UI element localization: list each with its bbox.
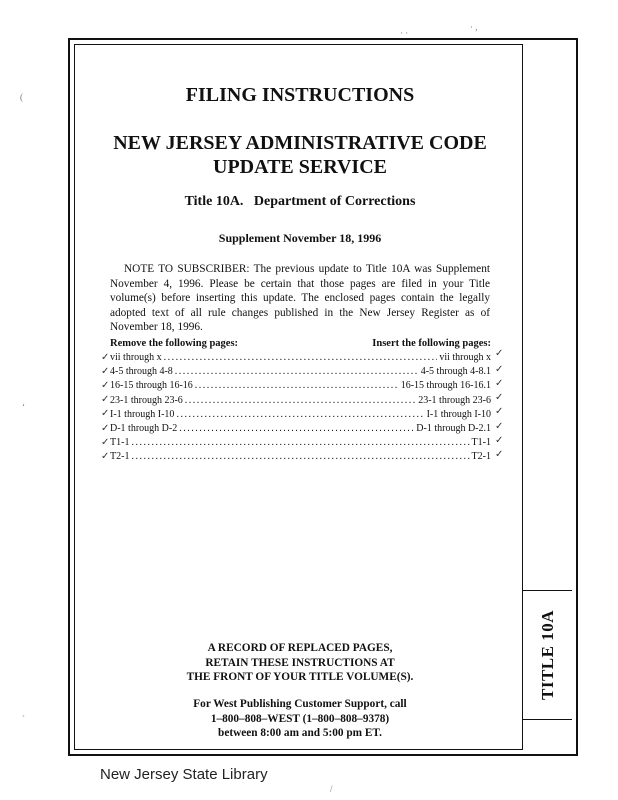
page-title: FILING INSTRUCTIONS — [185, 84, 415, 106]
table-row — [110, 352, 491, 366]
check-mark-icon: ✓ — [101, 380, 110, 391]
check-mark-icon: ✓ — [495, 421, 504, 432]
check-mark-icon: ✓ — [495, 378, 504, 389]
dot-leader — [175, 366, 419, 377]
remove-pages: I-1 through I-10 — [110, 408, 175, 420]
table-row — [110, 366, 491, 380]
table-row — [110, 395, 491, 409]
insert-pages: T1-1 — [471, 437, 491, 449]
title-tab — [523, 590, 572, 720]
insert-pages: T2-1 — [471, 451, 491, 463]
check-mark-icon: ✓ — [495, 348, 504, 359]
dot-leader — [164, 352, 438, 363]
scan-speck: ` — [22, 714, 25, 724]
check-mark-icon: ✓ — [495, 435, 504, 446]
record-line3: THE FRONT OF YOUR TITLE VOLUME(S). — [186, 671, 414, 683]
check-mark-icon: ✓ — [101, 408, 110, 419]
scan-speck: ‘ — [22, 402, 25, 412]
record-notice — [80, 641, 520, 685]
subscriber-note: NOTE TO SUBSCRIBER: The previous update to Title 10A was Supplement November 4, 1996. Please be certain that those pages are filed in your Title volume(s) before inserting this update. The enclosed pages contain the legally adopted text of all rule changes published in the New Jersey Register as of November 18, 1996. — [110, 263, 490, 333]
record-line2: RETAIN THESE INSTRUCTIONS AT — [205, 656, 395, 669]
scan-speck: · · — [400, 28, 409, 38]
table-row — [110, 437, 491, 451]
support-hours: between 8:00 am and 5:00 pm ET. — [218, 727, 382, 739]
scan-speck: ( — [20, 92, 23, 102]
code-heading-line2: UPDATE SERVICE — [213, 156, 387, 178]
check-mark-icon: ✓ — [495, 406, 504, 417]
library-stamp: New Jersey State Library — [100, 766, 268, 783]
insert-pages: 16-15 through 16-16.1 — [400, 380, 491, 392]
title-heading: Title 10A. Department of Corrections — [184, 194, 416, 209]
dot-leader — [131, 451, 469, 462]
support-notice — [80, 697, 520, 741]
record-line1: A RECORD OF REPLACED PAGES, — [207, 642, 393, 654]
dot-leader — [176, 409, 424, 420]
table-row — [110, 409, 491, 423]
table-row — [110, 380, 491, 394]
insert-pages: 23-1 through 23-6 — [418, 394, 491, 406]
dot-leader — [131, 437, 469, 448]
code-heading-line1: NEW JERSEY ADMINISTRATIVE CODE — [113, 132, 487, 154]
remove-pages: 4-5 through 4-8 — [110, 366, 173, 378]
dot-leader — [195, 380, 399, 391]
page-table — [110, 352, 491, 466]
insert-header: Insert the following pages: — [372, 338, 491, 349]
dot-leader — [179, 423, 414, 434]
remove-pages: vii through x — [110, 352, 162, 363]
check-mark-icon: ✓ — [495, 392, 504, 403]
insert-pages: D-1 through D-2.1 — [416, 422, 491, 434]
remove-pages: T1-1 — [110, 437, 130, 449]
check-mark-icon: ✓ — [101, 451, 110, 462]
support-phone: 1–800–808–WEST (1–800–808–9378) — [210, 712, 390, 725]
remove-header: Remove the following pages: — [110, 338, 239, 349]
remove-pages: 23-1 through 23-6 — [110, 394, 183, 406]
dot-leader — [185, 395, 416, 406]
code-heading — [80, 131, 520, 179]
remove-pages: T2-1 — [110, 451, 130, 463]
table-row — [110, 423, 491, 437]
remove-pages: D-1 through D-2 — [110, 422, 178, 434]
scan-speck: / — [330, 784, 333, 794]
check-mark-icon: ✓ — [495, 449, 504, 460]
support-line1: For West Publishing Customer Support, call — [193, 698, 407, 710]
check-mark-icon: ✓ — [101, 423, 110, 434]
scan-speck: · , — [470, 22, 478, 32]
table-row — [110, 451, 491, 465]
check-mark-icon: ✓ — [101, 437, 110, 448]
insert-pages: I-1 through I-10 — [426, 408, 491, 420]
supplement-date: Supplement November 18, 1996 — [218, 231, 382, 245]
remove-pages: 16-15 through 16-16 — [110, 380, 193, 392]
title-tab-label: TITLE 10A — [537, 610, 557, 700]
check-mark-icon: ✓ — [495, 364, 504, 375]
check-mark-icon: ✓ — [101, 394, 110, 405]
insert-pages: 4-5 through 4-8.1 — [420, 366, 491, 378]
check-mark-icon: ✓ — [101, 366, 110, 377]
check-mark-icon: ✓ — [101, 352, 110, 363]
insert-pages: vii through x — [439, 352, 491, 363]
